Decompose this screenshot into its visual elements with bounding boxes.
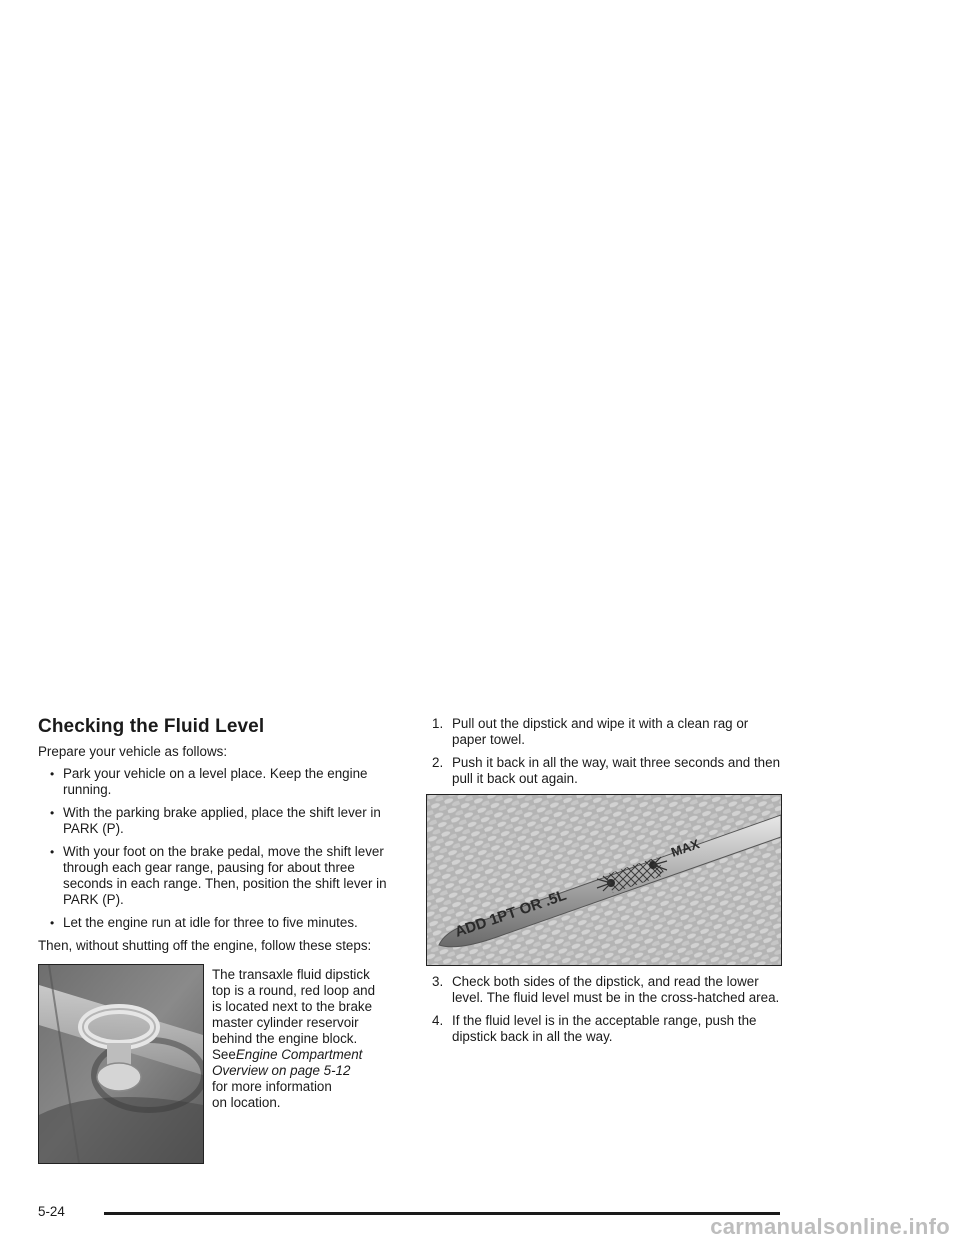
steps-list-bottom [426, 974, 786, 1045]
list-item: • With your foot on the brake pedal, move the shift lever through each gear range, pausing for about three seconds in each range. Then, position the shift lever in PARK (P). [50, 844, 387, 907]
dipstick-marks-photo [426, 794, 782, 966]
cross-reference-link[interactable]: Engine Compartment [235, 1047, 363, 1062]
right-column [426, 716, 786, 1052]
list-item: 2. Push it back in all the way, wait three seconds and then pull it back out again. [432, 755, 781, 786]
dipstick-location-figure [38, 964, 398, 1164]
page-number: 5-24 [38, 1204, 65, 1219]
max-mark-label: MAX [669, 836, 702, 860]
figure-caption: The transaxle fluid dipstick top is a round, red loop and is located next to the brake master cylinder reservoir behind the engine block. SeeEngine Compartment Overview on page 5-12 for more information on location. [212, 967, 402, 1111]
list-item: • With the parking brake applied, place the shift lever in PARK (P). [50, 805, 381, 836]
steps-list-top [426, 716, 786, 787]
list-item: • Let the engine run at idle for three to five minutes. [50, 915, 358, 930]
add-mark-label: ADD 1PT OR .5L [452, 886, 569, 941]
watermark: carmanualsonline.info [710, 1214, 950, 1239]
section-heading: Checking the Fluid Level [38, 716, 265, 737]
footer-divider [104, 1212, 780, 1215]
dipstick-loop-photo [38, 964, 204, 1164]
preparation-list [38, 766, 398, 931]
bullet-icon: • [50, 845, 55, 859]
bullet-icon: • [50, 767, 55, 781]
list-item: 3. Check both sides of the dipstick, and read the lower level. The fluid level must be in the cross-hatched area. [432, 974, 780, 1005]
list-item: 4. If the fluid level is in the acceptable range, push the dipstick back in all the way. [432, 1013, 757, 1044]
list-item: • Park your vehicle on a level place. Keep the engine running. [50, 766, 368, 797]
left-column [38, 716, 398, 1164]
cross-reference-link-continued[interactable]: Overview on page 5-12 [212, 1063, 351, 1078]
list-item: 1. Pull out the dipstick and wipe it with a clean rag or paper towel. [432, 716, 749, 747]
bullet-icon: • [50, 806, 55, 820]
bullet-icon: • [50, 916, 55, 930]
intro-text: Prepare your vehicle as follows: [38, 744, 228, 759]
then-text: Then, without shutting off the engine, follow these steps: [38, 938, 372, 953]
